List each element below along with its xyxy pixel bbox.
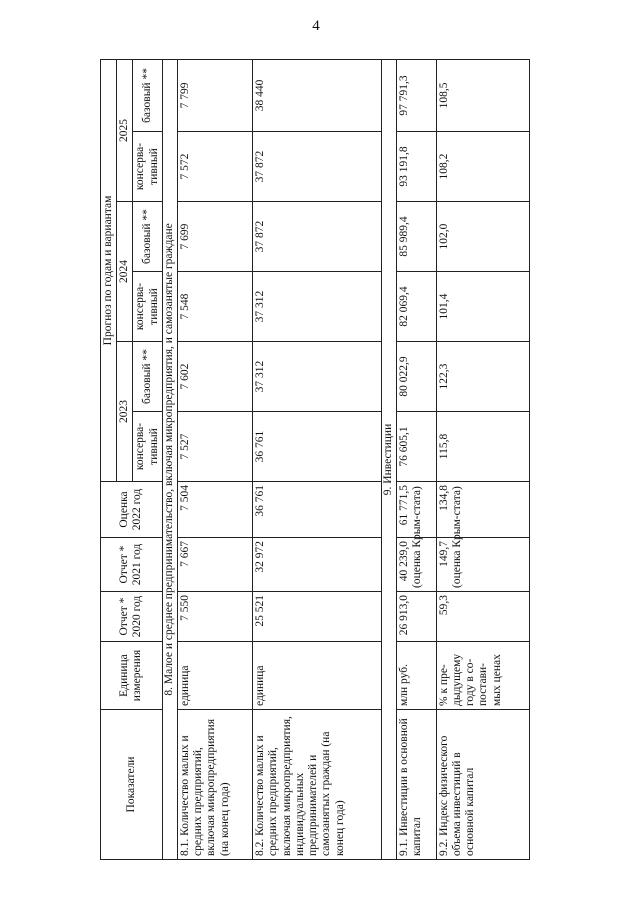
row-unit: единица	[253, 642, 382, 710]
value-2024-conservative: 37 312	[253, 272, 382, 342]
header-forecast: Прогноз по годам и вариантам	[101, 59, 117, 481]
value-2020: 7 550	[177, 592, 252, 642]
table-row	[177, 59, 252, 859]
section-header-row	[162, 59, 177, 859]
table-row	[253, 59, 382, 859]
header-unit: Единица измерения	[101, 642, 163, 710]
value-2022: 61 771,5	[397, 482, 437, 538]
value-2020: 59,3	[436, 592, 529, 642]
value-2021: 32 972	[253, 538, 382, 592]
value-2022: 36 761	[253, 482, 382, 538]
value-2023-conservative: 7 527	[177, 412, 252, 482]
value-2024-base: 7 699	[177, 202, 252, 272]
row-unit: млн руб.	[397, 642, 437, 710]
header-report-2021: Отчет * 2021 год	[101, 538, 163, 592]
table-row	[397, 59, 437, 859]
value-2021-number: 149,7	[437, 541, 450, 567]
row-name: 9.2. Индекс физического объема инвестиций в основной капитал	[436, 710, 529, 860]
section-header-row	[382, 59, 397, 859]
row-unit: единица	[177, 642, 252, 710]
header-base-2024: базовый **	[133, 202, 162, 272]
value-2024-conservative: 82 069,4	[397, 272, 437, 342]
header-year-2023: 2023	[117, 342, 133, 482]
value-2025-base: 97 791,3	[397, 59, 437, 131]
value-2021-note: (оценка Крым-стата)	[451, 486, 463, 588]
value-2021-note: (оценка Крым-стата)	[411, 486, 424, 588]
row-unit: % к пре-дыдущему году в со-постави-мых ценах	[436, 642, 529, 710]
header-estimate-2022: Оценка 2022 год	[101, 482, 163, 538]
forecast-table	[100, 59, 530, 860]
value-2023-conservative: 36 761	[253, 412, 382, 482]
header-base-2023: базовый **	[133, 342, 162, 412]
value-2025-base: 38 440	[253, 59, 382, 131]
row-name: 8.2. Количество малых и средних предприятий, включая микропредприятия, индивидуальных предпринимателей и самозанятых граждан (на конец года)	[253, 710, 382, 860]
value-2025-base: 108,5	[436, 59, 529, 131]
row-name: 9.1. Инвестиции в основной капитал	[397, 710, 437, 860]
header-year-2025: 2025	[117, 59, 133, 201]
value-2023-conservative: 76 605,1	[397, 412, 437, 482]
section-title: 9. Инвестиции	[382, 59, 397, 859]
value-2020: 25 521	[253, 592, 382, 642]
value-2023-base: 37 312	[253, 342, 382, 412]
header-conservative-2025: консерва-тивный	[133, 132, 162, 202]
page-number: 4	[312, 18, 320, 34]
table-row	[436, 59, 529, 859]
value-2021: 7 667	[177, 538, 252, 592]
value-2024-conservative: 101,4	[436, 272, 529, 342]
value-2022: 134,8	[436, 482, 529, 538]
value-2025-conservative: 93 191,8	[397, 132, 437, 202]
rotated-table-container	[100, 60, 530, 860]
value-2024-base: 85 989,4	[397, 202, 437, 272]
value-2025-base: 7 799	[177, 59, 252, 131]
value-2025-conservative: 7 572	[177, 132, 252, 202]
header-year-2024: 2024	[117, 202, 133, 342]
header-indicator: Показатели	[101, 710, 163, 860]
value-2025-conservative: 108,2	[436, 132, 529, 202]
value-2024-base: 37 872	[253, 202, 382, 272]
value-2021-number: 40 239,0	[398, 541, 411, 582]
value-2022: 7 504	[177, 482, 252, 538]
row-name: 8.1. Количество малых и средних предприятий, включая микропредприятия (на конец года)	[177, 710, 252, 860]
header-conservative-2023: консерва-тивный	[133, 412, 162, 482]
value-2023-base: 122,3	[436, 342, 529, 412]
header-report-2020: Отчет * 2020 год	[101, 592, 163, 642]
value-2024-base: 102,0	[436, 202, 529, 272]
header-conservative-2024: консерва-тивный	[133, 272, 162, 342]
value-2024-conservative: 7 548	[177, 272, 252, 342]
section-title: 8. Малое и среднее предпринимательство, включая микропредприятия, и самозанятые граждане	[162, 59, 177, 859]
value-2023-base: 80 022,9	[397, 342, 437, 412]
value-2025-conservative: 37 872	[253, 132, 382, 202]
value-2023-base: 7 602	[177, 342, 252, 412]
value-2023-conservative: 115,8	[436, 412, 529, 482]
header-base-2025: базовый **	[133, 59, 162, 131]
value-2020: 26 913,0	[397, 592, 437, 642]
